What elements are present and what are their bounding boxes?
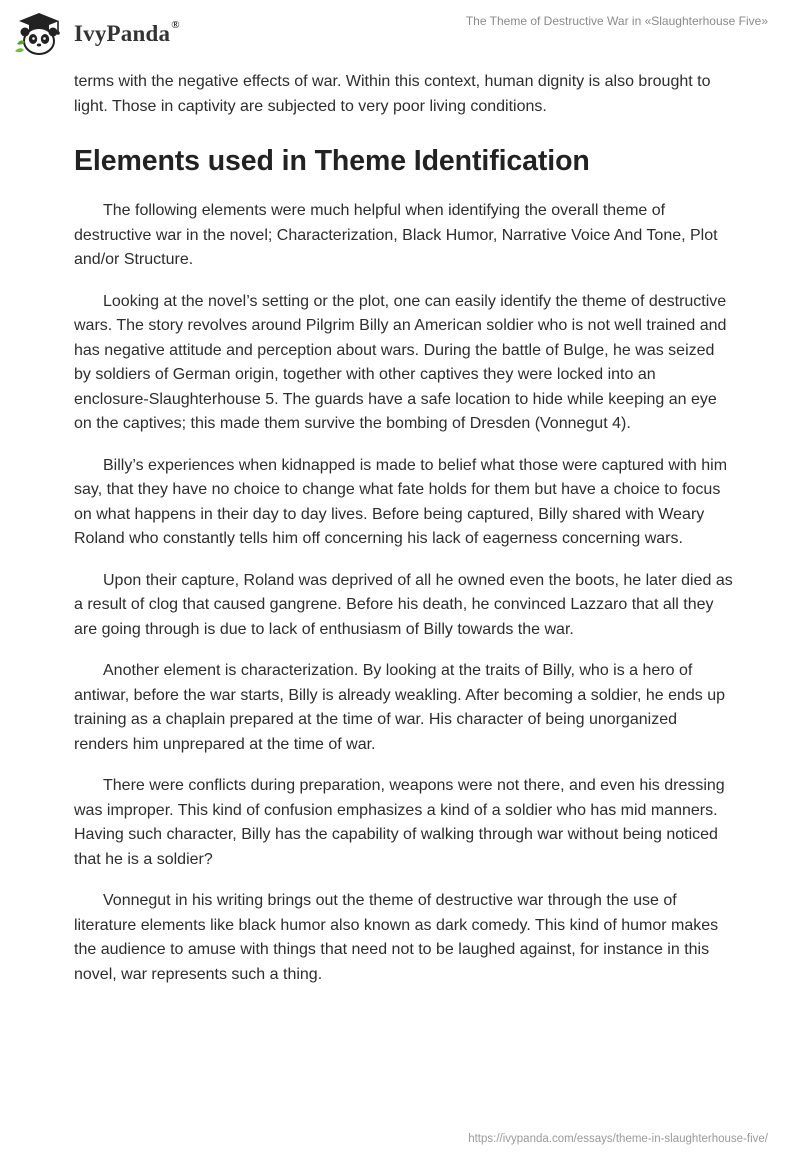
body-paragraph: Billy’s experiences when kidnapped is made to belief what those were captured with him say, that they have no choice to change what fate holds for them but have a choice to focus on what happens in their day to day lives. Before being captured, Billy shared with Weary Roland who constantly tells him off concerning his lack of eagerness concerning wars. — [74, 456, 728, 547]
document-title: The Theme of Destructive War in «Slaughterhouse Five» — [465, 14, 768, 28]
essay-content — [74, 70, 734, 987]
intro-paragraph: terms with the negative effects of war. Within this context, human dignity is also brought to light. Those in captivity are subjected to very poor living conditions. — [74, 73, 711, 115]
body-paragraph: Looking at the novel’s setting or the plot, one can easily identify the theme of destructive wars. The story revolves around Pilgrim Billy an American soldier who is not well trained and has negative attitude and perception about wars. During the battle of Bulge, he was seized by soldiers of German origin, together with other captives they were locked into an enclosure-Slaughterhouse 5. The guards have a safe location to hide while keeping an eye on the captives; this made them survive the bombing of Dresden (Vonnegut 4). — [74, 292, 727, 432]
body-paragraph: Vonnegut in his writing brings out the theme of destructive war through the use of literature elements like black humor also known as dark comedy. This kind of humor makes the audience to amuse with things that need not to be laughed against, for instance in this novel, war represents such a thing. — [74, 892, 719, 983]
body-paragraph: The following elements were much helpful when identifying the overall theme of destructive war in the novel; Characterization, Black Humor, Narrative Voice And Tone, Plot and/or Structure. — [74, 202, 718, 268]
page-header — [0, 0, 800, 66]
source-url[interactable]: https://ivypanda.com/essays/theme-in-slaughterhouse-five/ — [468, 1133, 768, 1145]
ivypanda-logo[interactable] — [14, 10, 180, 56]
body-paragraph: Upon their capture, Roland was deprived of all he owned even the boots, he later died as a result of clog that caused gangrene. Before his death, he convinced Lazzaro that all they are going through is due to lack of enthusiasm of Billy towards the war. — [74, 571, 733, 638]
logo-wordmark: IvyPanda® — [74, 19, 180, 46]
body-paragraph: Another element is characterization. By looking at the traits of Billy, who is a hero of antiwar, before the war starts, Billy is already weakling. After becoming a soldier, he ends up training as a chaplain prepared at the time of war. His character of being unorganized renders him unprepared at the time of war. — [74, 662, 726, 753]
panda-graduation-icon — [14, 10, 64, 56]
section-heading: Elements used in Theme Identification — [74, 145, 590, 177]
body-paragraph: There were conflicts during preparation, weapons were not there, and even his dressing was improper. This kind of confusion emphasizes a kind of a soldier who has mid manners. Having such character, Billy has the capability of walking through war without being noticed that he is a soldier? — [74, 777, 725, 868]
